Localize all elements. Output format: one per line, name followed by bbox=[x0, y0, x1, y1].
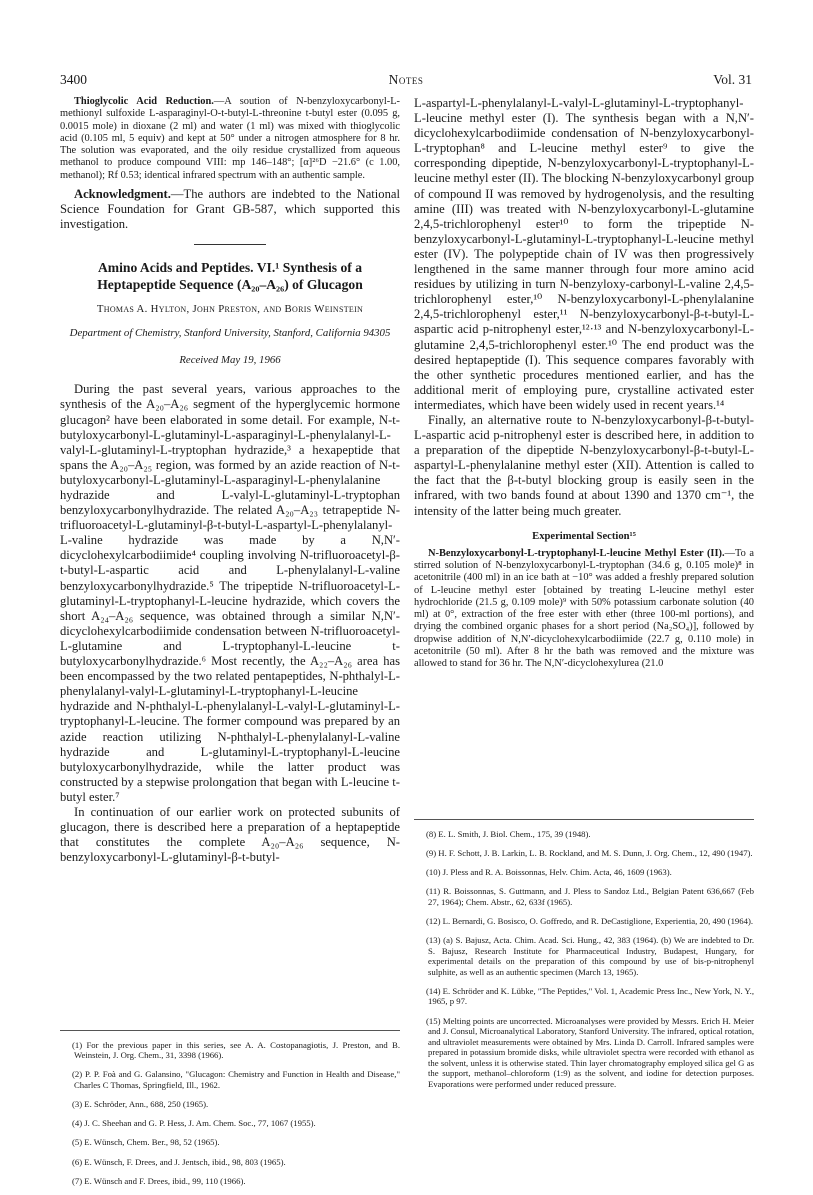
body-paragraph: During the past several years, various approaches to the synthesis of the A₂₀–A₂₆ segment of the hyperglycemic hormone glucagon² have been elaborated in some detail. For example, N-t-butyloxycarbonyl-L-glutaminyl-L-asparaginyl-L-phenylalanyl-L-valyl-L-glutaminyl-L-tryptophan hydrazide,³ a hexapeptide that spans the A₂₀–A₂₅ region, was formed by an azide reaction of N-t-butyloxycarbonyl-L-glutaminyl-L-asparaginyl-L-phenylalanine hydrazide and L-valyl-L-glutaminyl-L-tryptophan benzyloxycarbonylhydrazide. The related A₂₀–A₂₃ tetrapeptide N-trifluoroacetyl-L-glutaminyl-β-t-butyl-L-aspartyl-L-phenylalanyl-L-valine hydrazide was made by a N,N′-dicyclohexylcarbodiimide⁴ coupling involving N-trifluoroacetyl-β-t-butyl-L-aspartic acid and L-phenylalanyl-L-valine benzyloxycarbonylhydrazide.⁵ The tripeptide N-trifluoroacetyl-L-glutaminyl-L-tryptophanyl-L-leucine hydrazide, which covers the short A₂₄–A₂₆ sequence, was obtained through a similar N,N′-dicyclohexylcarbodiimide condensation between N-trifluoroacetyl-L-glutamine and L-tryptophanyl-L-leucine t-butyloxycarbonylhydrazide.⁶ Most recently, the A₂₂–A₂₆ area has been encompassed by the two related pentapeptides, N-phthalyl-L-phenylalanyl-valyl-L-glutaminyl-L-tryptophanyl-L-leucine hydrazide and N-phthalyl-L-phenylalanyl-L-valyl-L-glutaminyl-L-tryptophanyl-L-leucine. The former compound was prepared by an azide reaction utilizing N-phthalyl-L-phenylalanyl-L-valine hydrazide and L-glutaminyl-L-tryptophanyl-L-leucine butyloxycarbonylhydrazide, while the latter product was constructed by a stepwise prolongation that began with L-leucine t-butyl ester.⁷ bbox=[60, 382, 400, 804]
footnote: (5) E. Wünsch, Chem. Ber., 98, 52 (1965). bbox=[72, 1137, 220, 1148]
footnote: (14) E. Schröder and K. Lübke, "The Peptides," Vol. 1, Academic Press Inc., New York, N. Y., 1965, p 97. bbox=[426, 985, 754, 1007]
run-in-heading: N-Benzyloxycarbonyl-L-tryptophanyl-L-leucine Methyl Ester (II). bbox=[428, 547, 725, 559]
right-column bbox=[414, 96, 754, 671]
experimental-paragraph bbox=[414, 548, 754, 671]
footnote: (13) (a) S. Bajusz, Acta. Chim. Acad. Sci. Hung., 42, 383 (1964). (b) We are indebted to Dr. S. Bajusz, Research Institute for Pharmaceutical Industry, Budapest, Hungary, for experimental details on the preparation of this compound by use of bis-p-nitrophenyl sulphite, as well as an authentic specimen (March 13, 1965). bbox=[426, 935, 754, 977]
body-paragraph: L-aspartyl-L-phenylalanyl-L-valyl-L-glutaminyl-L-tryptophanyl-L-leucine methyl ester (I). The synthesis began with a N,N′-dicyclohexylcarbodiimide condensation of N-benzyloxycarbonyl-L-tryptophan⁸ and L-leucine methyl ester⁹ to give the corresponding dipeptide, N-benzyloxycarbonyl-L-tryptophanyl-L-leucine methyl ester (II). The blocking N-benzyloxycarbonyl group of compound II was removed by hydrogenolysis, and the resulting amine (III) was treated with N-benzyloxycarbonyl-L-glutamine 2,4,5-trichlorophenyl ester¹⁰ to form the tripeptide N-benzyloxycarbonyl-L-glutaminyl-L-tryptophanyl-L-leucine methyl ester (IV). The polypeptide chain of IV was then progressively lengthened in the same manner through four more amino acid residues by utilizing in turn N-benzyloxy-carbonyl-L-valine 2,4,5-trichlorophenyl ester,¹⁰ N-benzyloxycarbonyl-L-phenylalanine 2,4,5-trichlorophenyl ester,¹¹ N-benzyloxycarbonyl-β-t-butyl-L-aspartic acid p-nitrophenyl ester,¹²·¹³ and N-benzyloxycarbonyl-L-glutamine 2,4,5-trichlorophenyl ester.¹⁰ The end product was the desired heptapeptide (I). This sequence compares favorably with the other synthetic procedures mentioned earlier, and has the additional merit of employing pure, crystalline activated ester intermediates, which have been widely used in recent years.¹⁴ bbox=[414, 96, 754, 412]
divider bbox=[194, 244, 266, 245]
received-date: Received May 19, 1966 bbox=[179, 354, 281, 367]
footnote: (4) J. C. Sheehan and G. P. Hess, J. Am. Chem. Soc., 77, 1067 (1955). bbox=[72, 1118, 316, 1129]
volume-number: Vol. 31 bbox=[713, 72, 752, 87]
footnotes-left bbox=[60, 1022, 400, 1195]
section-title: Notes bbox=[388, 72, 424, 87]
footnote-list bbox=[414, 829, 754, 1089]
footnote-rule bbox=[60, 1030, 400, 1031]
footnote: (3) E. Schröder, Ann., 688, 250 (1965). bbox=[72, 1099, 209, 1110]
run-in-heading: Thioglycolic Acid Reduction. bbox=[74, 96, 214, 107]
left-column bbox=[60, 96, 400, 865]
footnote: (8) E. L. Smith, J. Biol. Chem., 175, 39 (1948). bbox=[426, 828, 591, 839]
authors: Thomas A. Hylton, John Preston, and Boris Weinstein bbox=[96, 303, 364, 316]
footnotes-right bbox=[414, 811, 754, 1098]
footnote-list bbox=[60, 1040, 400, 1187]
previous-paper-paragraph bbox=[60, 96, 400, 182]
footnote: (7) E. Wünsch and F. Drees, ibid., 99, 110 (1966). bbox=[72, 1175, 246, 1186]
section-heading: Experimental Section¹⁵ bbox=[532, 530, 636, 542]
body-paragraph: In continuation of our earlier work on protected subunits of glucagon, there is described here a preparation of a heptapeptide that constitutes the complete A₂₀–A₂₆ sequence, N-benzyloxycarbonyl-L-glutaminyl-β-t-butyl- bbox=[60, 804, 400, 865]
footnote: (12) L. Bernardi, G. Bosisco, O. Goffredo, and R. DeCastiglione, Experientia, 20, 490 (1964). bbox=[426, 915, 754, 926]
acknowledgment-paragraph bbox=[60, 187, 400, 232]
paragraph-text: —A soution of N-benzyloxycarbonyl-L-methionyl sulfoxide L-asparaginyl-O-t-butyl-L-threonine t-butyl ester (0.095 g, 0.0015 mole) in dioxane (2 ml) and water (1 ml) was mixed with thioglycolic acid (0.105 ml, 5 equiv) and kept at 50° under a nitrogen atmosphere for 8 hr. The solution was evaporated, and the oily residue crystallized from aqueous methanol to produce compound VIII: mp 146–148°; [α]²⁶D −21.6° (c 1.00, methanol); Rf 0.53; identical infrared spectrum with an authentic sample. bbox=[60, 96, 400, 181]
footnote-rule bbox=[414, 819, 754, 820]
article-title: Amino Acids and Peptides. VI.¹ Synthesis of a Heptapeptide Sequence (A₂₀–A₂₆) of Glucagon bbox=[97, 260, 363, 293]
paragraph-text: —To a stirred solution of N-benzyloxycarbonyl-L-tryptophan (34.6 g, 0.105 mole)⁸ in acetonitrile (400 ml) in an ice bath at −10° was added a freshly prepared solution of L-leucine methyl ester [obtained by treating L-leucine methyl ester hydrochloride (21.5 g, 0.109 mole)⁹ with 50% potassium carbonate solution (40 ml) at 0°, extraction of the free ester with ether (three 100-ml portions), and drying the combined organic phases for a short period (Na₂SO₄)], followed by dropwise addition of N,N′-dicyclohexylcarbodiimide (22.7 g, 0.110 mole) in acetonitrile (50 ml). After 8 hr the bath was removed and the mixture was allowed to stand for 36 hr. The N,N′-dicyclohexylurea (21.0 bbox=[414, 547, 754, 670]
footnote: (6) E. Wünsch, F. Drees, and J. Jentsch, ibid., 98, 803 (1965). bbox=[72, 1156, 286, 1167]
footnote: (9) H. F. Schott, J. B. Larkin, L. B. Rockland, and M. S. Dunn, J. Org. Chem., 12, 490 (1947). bbox=[426, 847, 753, 858]
footnote: (10) J. Pless and R. A. Boissonnas, Helv. Chim. Acta, 46, 1609 (1963). bbox=[426, 867, 672, 878]
page-number: 3400 bbox=[60, 72, 87, 87]
footnote: (15) Melting points are uncorrected. Microanalyses were provided by Messrs. Erich H. Meier and J. Consul, Microanalytical Laboratory, Stanford University. The infrared, optical rotation, and ultraviolet measurements were obtained by Mrs. Linda D. Carroll. Infrared samples were prepared in potassium bromide disks, while ultraviolet spectra were recorded with ethanol as the solvent, unless it is otherwise stated. Thin layer chromatography employed silica gel G as the support, methanol–chloroform (1:9) as the solvent, and iodine for detection purposes. Evaporations were performed under reduced pressure. bbox=[426, 1015, 754, 1089]
affiliation: Department of Chemistry, Stanford University, Stanford, California 94305 bbox=[69, 327, 391, 340]
footnote: (2) P. P. Foà and G. Galansino, "Glucagon: Chemistry and Function in Health and Disease," Charles C Thomas, Springfield, Ill., 1962. bbox=[72, 1069, 400, 1090]
run-in-heading: Acknowledgment. bbox=[74, 187, 171, 202]
footnote: (11) R. Boissonnas, S. Guttmann, and J. Pless to Sandoz Ltd., Belgian Patent 636,667 (Feb 27, 1964); Chem. Abstr., 62, 633f (1965). bbox=[426, 886, 754, 907]
paragraph-text: —The authors are indebted to the National Science Foundation for Grant GB-587, which supported this investigation. bbox=[60, 187, 400, 232]
body-paragraph: Finally, an alternative route to N-benzyloxycarbonyl-β-t-butyl-L-aspartic acid p-nitrophenyl ester is described here, in addition to a preparation of the dipeptide N-benzyloxycarbonyl-β-t-butyl-L-aspartyl-L-phenylalanine methyl ester (XII). Attention is called to the fact that the β-t-butyl blocking group is easily seen in the infrared, with two bands found at about 1390 and 1370 cm⁻¹, the intensity of the latter being much greater. bbox=[414, 412, 754, 518]
footnote: (1) For the previous paper in this series, see A. A. Costopanagiotis, J. Preston, and B. Weinstein, J. Org. Chem., 31, 3398 (1966). bbox=[72, 1039, 400, 1061]
